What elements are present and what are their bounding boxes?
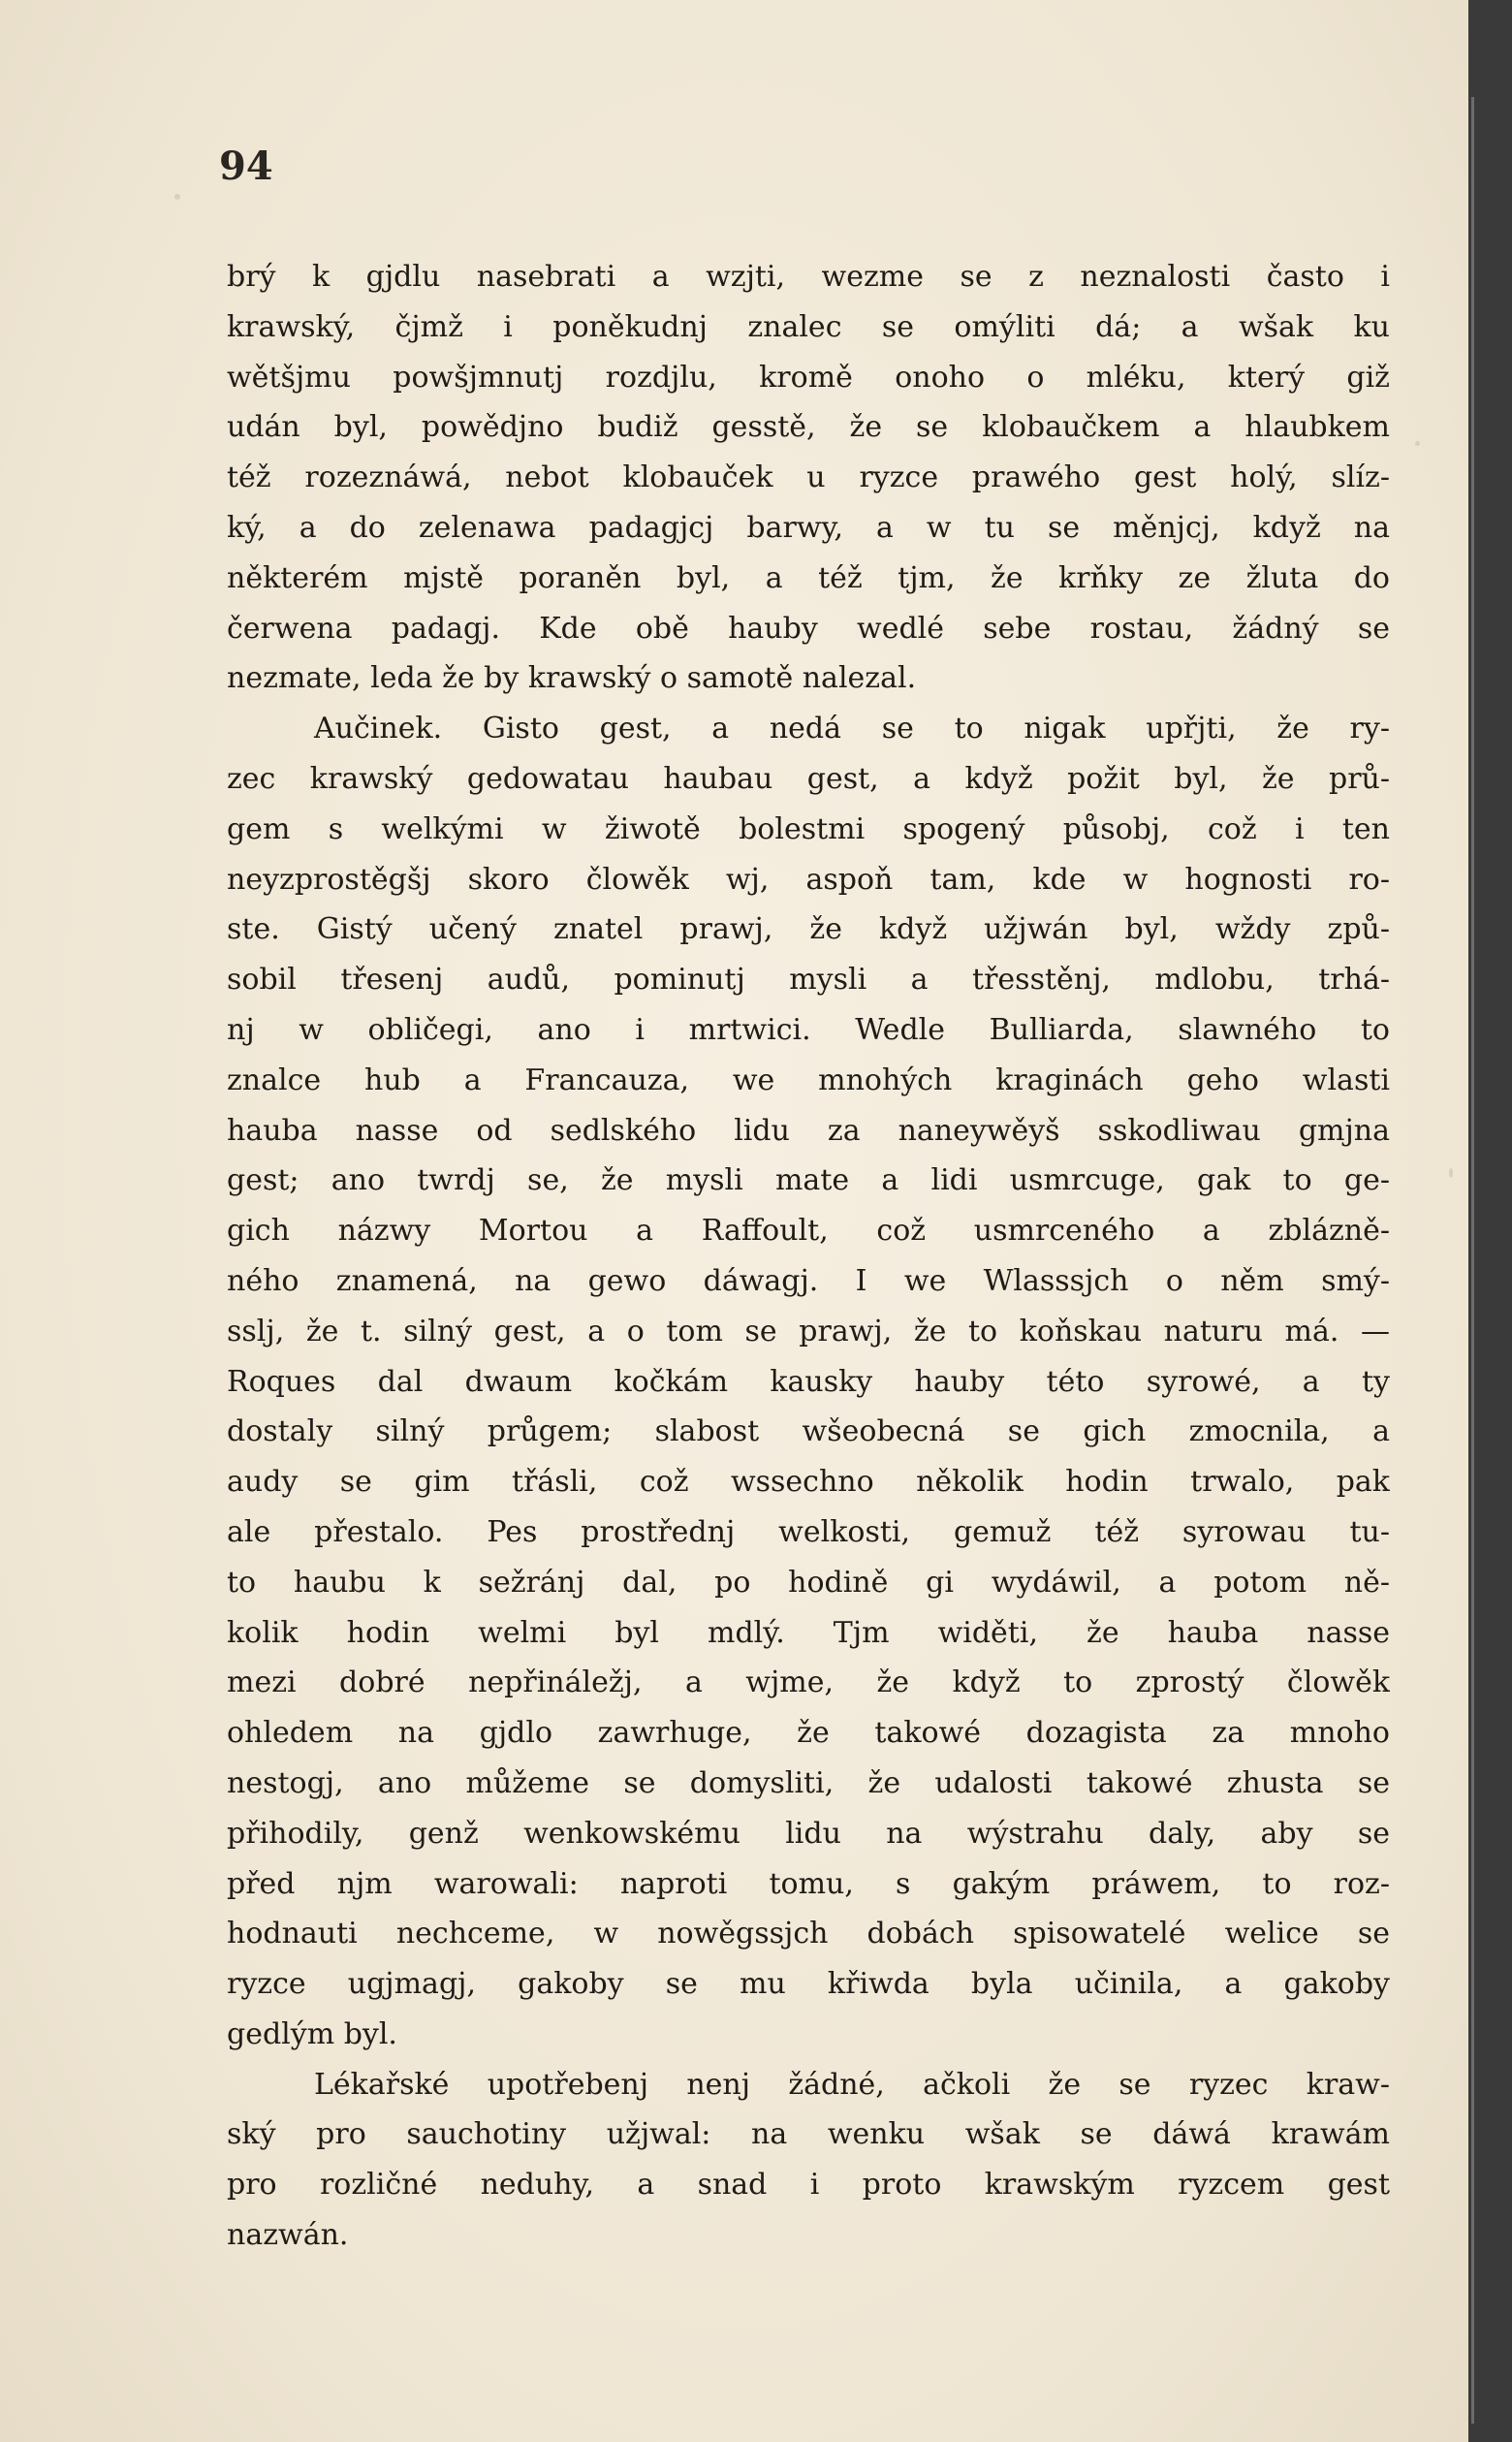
section-heading-line: Lékařské upotřebenj nenj žádné, ačkoli že se ryzec kraw- [314, 2067, 1390, 2102]
text-line: gedlým byl. [227, 2016, 397, 2051]
text-line: sobil třesenj audů, pominutj mysli a třesstěnj, mdlobu, trhá- [227, 963, 1390, 998]
text-line: nestogj, ano můžeme se domysliti, že udalosti takowé zhusta se [227, 1765, 1390, 1800]
text-line: krawský, čjmž i poněkudnj znalec se omýliti dá; a wšak ku [227, 309, 1390, 344]
text-line: wětšjmu powšjmnutj rozdjlu, kromě onoho o mléku, který giž [227, 360, 1390, 395]
text-line: ryzce ugjmagj, gakoby se mu křiwda byla učinila, a gakoby [227, 1967, 1390, 2002]
page-number: 94 [219, 143, 273, 189]
text-line: udán byl, powědjno budiž gesstě, že se klobaučkem a hlaubkem [227, 410, 1390, 445]
text-line: gem s welkými w žiwotě bolestmi spogený působj, což i ten [227, 811, 1390, 846]
text-line: před njm warowali: naproti tomu, s gakým práwem, to roz- [227, 1866, 1390, 1901]
text-line: nj w obličegi, ano i mrtwici. Wedle Bulliarda, slawného to [227, 1012, 1390, 1047]
text-line: ohledem na gjdlo zawrhuge, že takowé dozagista za mnoho [227, 1716, 1390, 1751]
text-line: pro rozličné neduhy, a snad i proto krawským ryzcem gest [227, 2168, 1390, 2203]
text-line: znalce hub a Francauza, we mnohých kraginách geho wlasti [227, 1062, 1390, 1097]
text-line: ného znamená, na gewo dáwagj. I we Wlasssjch o něm smý- [227, 1263, 1390, 1298]
text-line: neyzprostěgšj skoro člowěk wj, aspoň tam, kde w hognosti ro- [227, 862, 1390, 897]
page-edge-rule [1471, 97, 1474, 2424]
text-line: Roques dal dwaum kočkám kausky hauby této syrowé, a ty [227, 1364, 1390, 1399]
paper-speck [1415, 441, 1420, 446]
text-line: ste. Gistý učený znatel prawj, že když užjwán byl, wždy způ- [227, 912, 1390, 947]
text-line: zec krawský gedowatau haubau gest, a když požit byl, že prů- [227, 761, 1390, 796]
text-line: sslj, že t. silný gest, a o tom se prawj, že to koňskau naturu má. — [227, 1314, 1390, 1348]
section-heading-line: Aučinek. Gisto gest, a nedá se to nigak upřjti, že ry- [314, 712, 1390, 746]
paper-speck [174, 194, 180, 200]
text-line: gest; ano twrdj se, že mysli mate a lidi usmrcuge, gak to ge- [227, 1163, 1390, 1198]
text-line: ký, a do zelenawa padagjcj barwy, a w tu se měnjcj, když na [227, 510, 1390, 545]
text-line: mezi dobré nepřináležj, a wjme, že když to zprostý člowěk [227, 1665, 1390, 1700]
text-line: brý k gjdlu nasebrati a wzjti, wezme se z neznalosti často i [227, 260, 1390, 294]
text-line: přihodily, genž wenkowskému lidu na wýstrahu daly, aby se [227, 1816, 1390, 1851]
text-line: nazwán. [227, 2218, 349, 2253]
text-line: to haubu k sežránj dal, po hodině gi wydáwil, a potom ně- [227, 1565, 1390, 1600]
text-line: audy se gim třásli, což wssechno několik hodin trwalo, pak [227, 1465, 1390, 1500]
text-line: též rozeznáwá, nebot klobauček u ryzce prawého gest holý, slíz- [227, 460, 1390, 495]
body-text [227, 252, 1390, 2261]
paper-speck [1449, 1168, 1453, 1178]
text-line: gich názwy Mortou a Raffoult, což usmrceného a zblázně- [227, 1214, 1390, 1249]
text-line: dostaly silný průgem; slabost wšeobecná se gich zmocnila, a [227, 1414, 1390, 1449]
text-line: některém mjstě poraněn byl, a též tjm, že krňky ze žluta do [227, 560, 1390, 595]
text-line: kolik hodin welmi byl mdlý. Tjm widěti, že hauba nasse [227, 1615, 1390, 1650]
text-line: čerwena padagj. Kde obě hauby wedlé sebe rostau, žádný se [227, 611, 1390, 646]
text-line: hodnauti nechceme, w nowěgssjch dobách spisowatelé welice se [227, 1917, 1390, 1951]
text-line: ale přestalo. Pes prostřednj welkosti, gemuž též syrowau tu- [227, 1514, 1390, 1549]
text-line: hauba nasse od sedlského lidu za naneywěyš sskodliwau gmjna [227, 1113, 1390, 1148]
text-line: nezmate, leda že by krawský o samotě nalezal. [227, 661, 917, 696]
text-line: ský pro sauchotiny užjwal: na wenku wšak se dáwá krawám [227, 2117, 1390, 2152]
